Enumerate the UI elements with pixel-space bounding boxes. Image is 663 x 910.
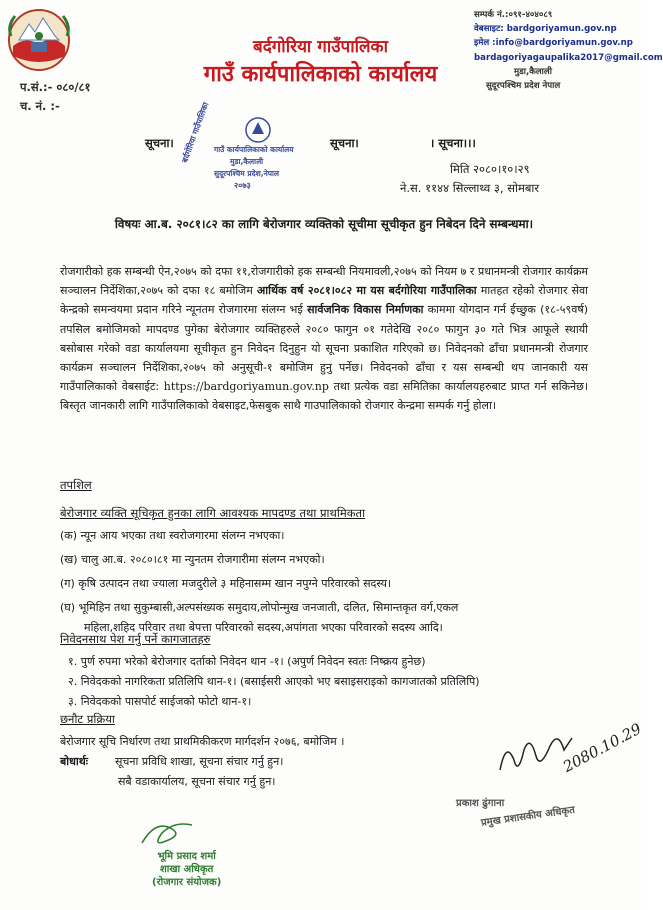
contact-place: मुडा,कैलाली — [514, 66, 552, 77]
documents-heading: निवेदनसाथ पेश गर्नु पर्ने कागजातहरु — [60, 632, 211, 646]
stamp-line-3: मुडा,कैलाली — [230, 157, 264, 166]
signatory-left-role: (रोजगार संयोजक) — [152, 877, 222, 888]
notice-label-3: । सूचना।।। — [430, 136, 476, 150]
signatory-left — [152, 850, 221, 889]
date: मिति २०८०।१०।२९ — [450, 162, 530, 176]
selection-line: बेरोजगार सूचि निर्धारण तथा प्राथमिकीकरण मार्गदर्शन २०७६, बमोजिम । — [60, 735, 345, 748]
signatory-right-title: प्रमुख प्रशासकीय अधिकृत — [480, 804, 576, 829]
notice-label-1: सूचना। — [145, 136, 174, 150]
signature-left-icon — [132, 815, 202, 855]
signatory-right-name: प्रकाश ढुंगाना — [456, 798, 505, 809]
body-paragraph — [60, 262, 588, 416]
contact-phone: सम्पर्क नं.:०९१-४०४०८९ — [474, 10, 553, 20]
criteria-item: (ख) चालु आ.ब. २०८०।८१ मा न्युनतम रोजगारीमा संलग्न नभएको। — [60, 553, 325, 566]
office-stamp-icon — [180, 101, 294, 194]
notice-label-2: सूचना। — [330, 136, 359, 150]
contact-block — [474, 8, 663, 93]
signatory-left-title: शाखा अधिकृत — [159, 864, 214, 875]
office-title: गाउँ कार्यपालिकाको कार्यालय — [203, 62, 438, 87]
document-item: ३. निवेदकको पासपोर्ट साईजको फोटो थान-१। — [68, 695, 252, 708]
body-part-2: मातहत रहेको रोजगार सेवा केन्द्रको समन्वयमा प्रदान गरिने न्यूनतम रोजगारमा संलग्न भई — [60, 284, 588, 317]
reference-block — [20, 78, 91, 116]
criteria-heading: बेरोजगार व्यक्ति सूचिकृत हुनका लागि आवश्यक मापदण्ड तथा प्राथमिकता — [60, 506, 366, 520]
date-block — [400, 160, 539, 198]
document-item: १. पुर्ण रुपमा भरेको बेरोजगार दर्ताको निवेदन थान -१। (अपुर्ण निवेदन स्वतः निष्क्रय हुनेछ) — [68, 655, 426, 668]
criteria-item: (क) न्यून आय भएका तथा स्वरोजगारमा संलग्न नभएका। — [60, 529, 285, 542]
stamp-line-4: सुदूरपश्चिम प्रदेश,नेपाल — [214, 169, 280, 178]
signatory-left-name: भूमि प्रसाद शर्मा — [157, 851, 216, 862]
patra-sankhya: प.सं.:- ०८०/८१ — [20, 80, 91, 94]
contact-website: वेबसाइट: bardgoriyamun.gov.np — [474, 24, 617, 35]
criteria-item: महिला,शहिद परिवार तथा बेपत्ता परिवारको सदस्य,अपांगता भएका परिवारको सदस्य आदि। — [84, 621, 443, 634]
stamp-line-2: गाउँ कार्यपालिकाको कार्यालय — [214, 145, 294, 154]
office-name: बर्दगोरिया गाउँपालिका — [253, 37, 388, 57]
criteria-item: (घ) भूमिहिन तथा सुकुम्बासी,अल्पसंख्यक समुदाय,लोपोन्मुख जनजाती, दलित, सिमान्तकृत वर्ग,एकल — [60, 601, 459, 614]
stamp-line-5: २०७३ — [234, 181, 251, 190]
body-part-4: तथा प्रत्येक वडा समितिका कार्यालयहरुबाट प्राप्त गर्न सकिनेछ। बिस्तृत जानकारी लागि गाउँपालिकाको वेबसाइट,फेसबुक साथै गाउपालिकाको रोजगार केन्द्रमा सम्पर्क गर्नु होला। — [60, 380, 589, 413]
nepal-sambat-date: ने.स. ११४४ सिल्लाथ्व ३, सोमबार — [400, 181, 540, 195]
chalani-number: च. नं. :- — [20, 99, 60, 113]
contact-email-alt: bardagoriyagaupalika2017@gmail.com — [474, 52, 663, 63]
body-part-3: काममा योगदान गर्न ईच्छुक (१८-५९वर्ष) तपसिल बमोजिमको मापदण्ड पुगेका बेरोजगार व्यक्तिहरुले २०८० फागुन ०१ गतेदेखि २०८० फागुन ३० गते भित्र आफूले स्थायी बसोबास गरेको वडा कार्यालयमा सूचीकृत हुन निवेदन दिनुहुन यो सूचना प्रकाशित गरिएको छ। निवेदनको ढाँचा प्रधानमन्त्री रोजगार कार्यक्रम सञ्चालन निर्देशिका,२०७५ को अनुसूची-१ बमोजिम हुनु पर्नेछ। निवेदनको ढाँचा र यस सम्बन्धी थप जानकारी यस गाउँपालिकाको वेबसाईट: — [60, 303, 588, 394]
signature-date: 2080.10.29 — [560, 719, 645, 776]
bodhartha-label: बोधार्थः — [60, 755, 88, 768]
cc-line: सबै वडाकार्यालय, सूचना संचार गर्नु हुन। — [118, 775, 276, 788]
contact-email: इमेल :info@bardgoriyamun.gov.np — [474, 38, 633, 49]
document-item: २. निवेदकको नागरिकता प्रतिलिपि थान-१। (बसाईसरी आएको भए बसाइसराइको कागजातको प्रतिलिपि) — [68, 675, 480, 688]
cc-line: सूचना प्रविधि शाखा, सूचना संचार गर्नु हुन। — [115, 755, 284, 768]
body-bold-1: आर्थिक वर्ष २०८१।०८२ मा यस बर्दगोरिया गाउँपालिका — [256, 284, 477, 298]
tapasil-heading: तपशिल — [60, 478, 92, 492]
body-part-1: रोजगारीको हक सम्बन्धी ऐन,२०७५ को दफा ११,रोजगारीको हक सम्बन्धी नियमावली,२०७५ को नियम ७ र प्रधानमन्त्री रोजगार कार्यक्रम सञ्चालन निर्देशिका,२०७५ को दफा १८ बमोजिम — [60, 265, 588, 298]
body-bold-2: सार्वजनिक विकास निर्माणका — [307, 303, 424, 317]
website-url: https://bardgoriyamun.gov.np — [163, 380, 329, 394]
contact-province: सुदूरपश्चिम प्रदेश नेपाल — [486, 81, 561, 92]
subject-line: विषयः आ.ब. २०८१।८२ का लागि बेरोजगार व्यक्तिको सूचीमा सूचीकृत हुन निबेदन दिने सम्बन्धमा। — [114, 217, 534, 231]
criteria-item: (ग) कृषि उत्पादन तथा ज्याला मजदुरीले ३ महिनासम्म खान नपुग्ने परिवारको सदस्य। — [60, 577, 392, 590]
selection-heading: छनौट प्रक्रिया — [60, 712, 115, 726]
stamp-line-1: बर्दगोरिया गाउँपालिका — [180, 101, 211, 164]
